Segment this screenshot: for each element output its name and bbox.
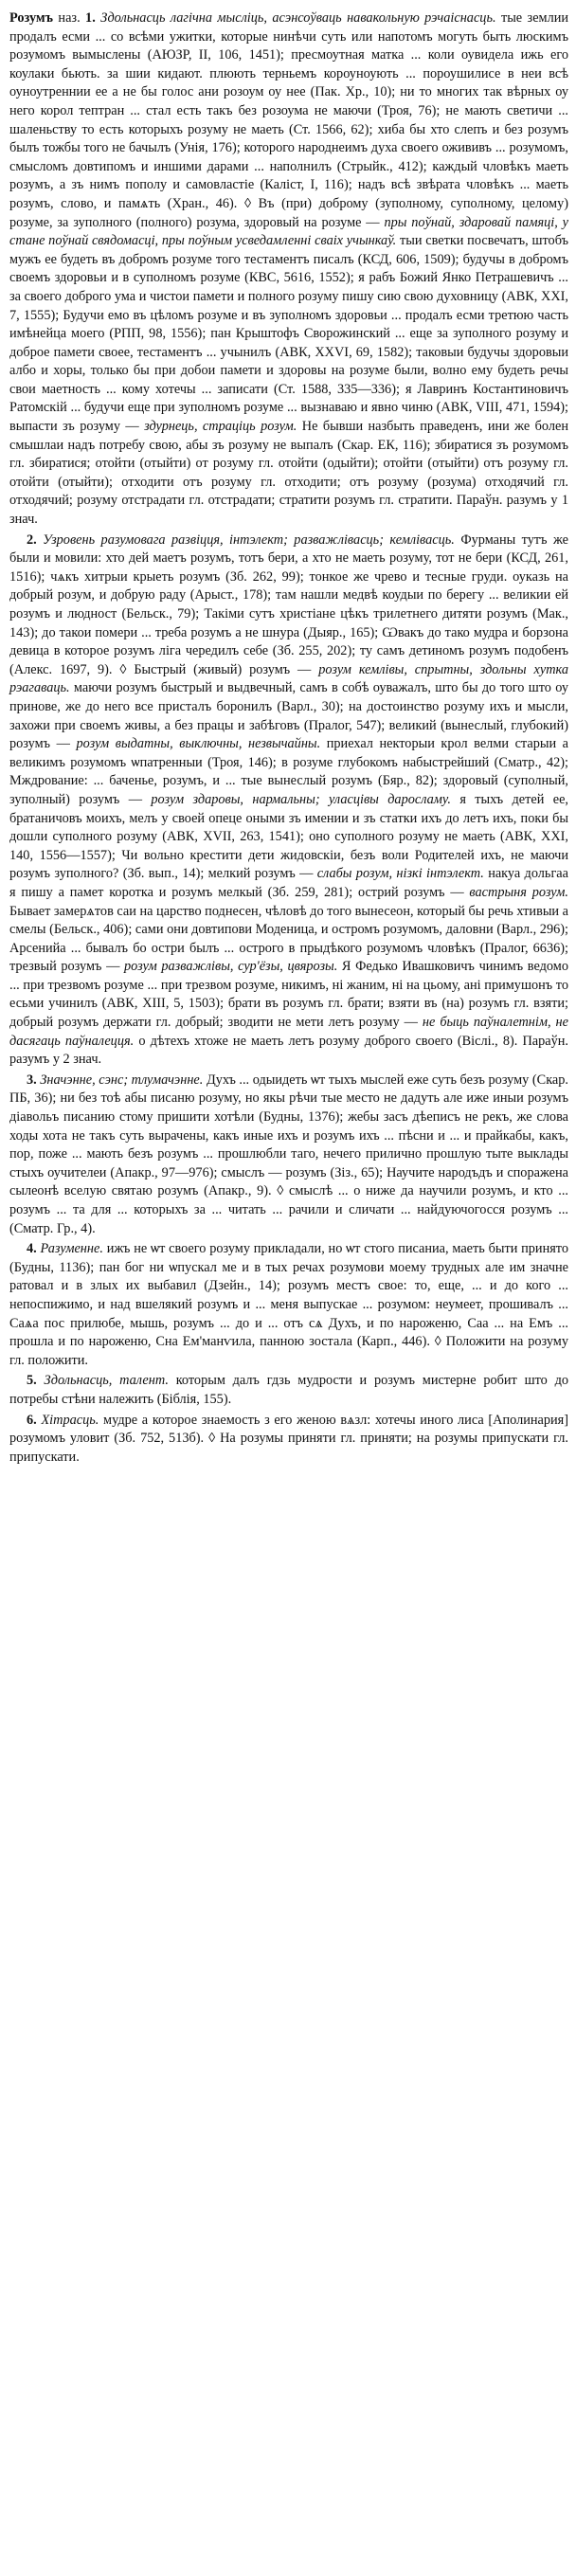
headword: Розумъ [9,10,54,26]
sense-quotations: Не бывши назбыть праведенъ, ини же болен смышлаи надъ потребу свою, абы зъ розуму не выпалъ (Скар. ЕК, 116); збиратися зъ розумомъ гл. збиратися; отойти (отыйти) от розуму гл. отойти (одыйти); отойти (отыйти) отъ розуму гл. отойти (отыйти); отходити отъ розуму гл. отходити; отъ розуму (розума) отходячий гл. отходячий; розуму отстрадати гл. отстрадати; стратити розумъ гл. стратити. Параўн. разумъ у 1 знач. [9,419,568,528]
sense-quotations: которым далъ гдзь мудрости и розумъ мистерне робит што до потребы стѣни належить (Біблія, 155). [9,1373,569,1407]
sense-4 [9,1240,568,1370]
sense-number: 5. [27,1373,37,1389]
sense-quotations: Бывает замерѧтов саи на царство поднесен, чѣловѣ до того вынесеон, который бы речь хтивыи а смелы (Бельск., 406); сами они довтипови Моденица, и остромъ розумомъ, даловни (Варл., 296); Арсенийа ... бывалъ бо остри былъ ... острого в прыдѣкого розумомъ чловѣкъ (Пралог, 6636); трезвый розумъ — [9,903,568,975]
sense-3 [9,1072,568,1238]
sense-number: 2. [27,531,37,548]
idiom-gloss: розум кемлівы, спрытны, здольны хутка рэагаваць. [9,661,568,696]
sense-quotations: Фурманы тутъ же были и мовили: хто дей маетъ розумъ, тотъ бери, а хто не маеть розуму, тот не бери (КСД, 261, 1516); чѧкъ хитрыи крыеть розумъ (Зб. 262, 99); тонкое же чрево и тесные груди. оуказь на добрый розум, и добрую раду (Арыст., 178); там нашли медвѣ коудыи по берегу ... великии ей розумъ и людност (Бельск., 79); Такіми сутъ христіане цѣкъ трилетнего дитяти розумъ (Мак., 143); до такои помери ... треба розумъ а не шнура (Дыяр., 165); Ѡвакъ до тако мудра и борзона девица в которое розумъ ліга чередилъ себе (Зб. 255, 202); ту самъ детиномъ розумъ подобенъ (Алекс. 1697, 9). ◊ Быстрый (живый) розумъ — [9,531,568,677]
sense-quotations: маючи розумъ быстрый и выдвечный, самъ в собѣ оуважалъ, што бы до того што оу принове, же до него все присталъ боронилъ (Варл., 30); на достоинство розуму ихъ и мысли, захожи при своемъ живы, а без працы и забѣговъ (Пралог, 547); великий (вынеслый, глубокий) розумъ — [9,680,568,752]
idiom-gloss: здурнець, страціць розум. [144,419,297,435]
idiom-gloss: пры поўнай, здаровай памяці, у стане поўнай свядомасці, пры поўным усведамленні сваіх учынкаў. [9,214,568,249]
sense-number: 3. [27,1072,37,1088]
part-of-speech: наз. [58,10,81,26]
sense-quotations: тыи светки посвечатъ, штобъ мужъ ее будеть въ добромъ розуме того тестаментъ писалъ (КСД, 606, 1509); будучы в добромъ своемъ здоровьи и в суполномъ розуме (КВС, 5616, 1552); я рабъ Божий Янко Петрашевичъ ... за своего доброго ума и чистои памети и полного розуму пишу сию свою духовницу (АВК, XXI, 7, 1555); Будучи емо въ цѣломъ розуме и въ зуполномъ здоровьи ... продалъ есми третюю часть имѣнейца моего (РПП, 98, 1556); пан Крыштофъ Сворожинский ... еще за зуполного розуму и доброе памети своее, тестаментъ ... учынилъ (АВК, XXVI, 69, 1582); таковыи будучы здоровыи албо и хоры, только бы при добои памети и здоровы на розуме были, волно ему будеть речы свои маетность ... кому хотечы ... записати (Ст. 1588, 335—336); я Лавринъ Костантиновичъ Ратомскій ... будучи еще при зуполномъ розуме ... вызнаваю и явно чиню (АВК, VIII, 471, 1594); выпасти зъ розуму — [9,233,569,435]
idiom-gloss: розум здаровы, нармальны; уласцівы даросламу. [151,791,451,807]
sense-definition: Значэнне, сэнс; тлумачэнне. [40,1072,204,1088]
sense-definition: Здольнасць лагічна мысліць, асэнсоўваць навакольную рэчаіснасць. [100,10,496,26]
idiom-gloss: розум выдатны, выключны, незвычайны. [76,736,321,752]
idiom-gloss: не быць паўналетнім, не дасягаць паўналецця. [9,1015,568,1049]
sense-quotations: мудре а которое знаемость з его женою вѧзл: хотечы иного лиса [Аполинария] розумомъ уловит (Зб. 752, 513б). ◊ На розумы приняти гл. приняти; на розумы припускати гл. припускати. [9,1412,569,1465]
sense-1 [9,9,568,530]
sense-5 [9,1372,568,1409]
sense-definition: Разуменне. [40,1241,103,1257]
sense-quotations: накуа дольгаа я пишу а памет коротка и розумъ мелкый (Зб. 259, 281); острий розумъ — [9,866,568,900]
sense-quotations: приехал некторыи крол велми старыи а великимъ розумомъ ѡпатренныи (Троя, 146); в розуме глубокомъ набыстрейший (Сматр., 42); Мждрование: ... баченье, розумъ, и ... тые вынеслый розумъ (Бяр., 82); здоровый (суполный, зуполный) розумъ — [9,736,569,807]
sense-number: 1. [85,10,96,26]
idiom-gloss: розум разважлівы, сур'ёзы, цвярозы. [124,959,338,975]
sense-number: 4. [27,1241,37,1257]
sense-number: 6. [27,1412,37,1428]
sense-quotations: о дѣтехъ хтоже не маеть летъ розуму доброго своего (Віслі., 8). Параўн. разумъ у 2 знач. [9,1033,568,1068]
sense-quotations: тые землии продалъ есми ... со всѣми ужитки, которые нинѣчи суть или напотомъ могуть быть люскимъ розумомъ вымыслены (АЮЗР, II, 106, 1451); пресмоутная матка ... коли оувидела ижь его коулаки бьють. за шии кидают. плюють терньемъ короуноують ... пороушилисе в неи всѣ оуноутреннии ее а не бы голос ани розоум оу нее (Пак. Хр., 10); ни то многих так вѣрных оу него корол тептран ... стал есть такъ без розоума не маючи (Троя, 76); не мають светичи ... шаленьству то есть которыхъ розуму не маеть (Ст. 1566, 62); хиба бы хто слепъ и без розумъ былъ тожбы того не бачылъ (Унія, 176); которого народнеимъ духа своего ожививъ ... розумомъ, смысломъ довтипомъ и иншими дарами ... наполнилъ (Стрыйк., 412); каждый чловѣкъ маеть розумъ, а зъ нимъ пополу и самовластіе (Калiст, I, 116); надъ всѣ звѣрата чловѣкъ ... маеть розумъ, слово, и памѧть (Хран., 46). ◊ Въ (при) доброму (зуполному, суполному, целому) розуме, за зуполного (полного) розума, здоровый на розуме — [9,10,569,230]
sense-quotations: ижъ не ѡт своего розуму прикладали, но ѡт стого писаниа, маеть быти принято (Будны, 1136); пан бог ни ѡпускал ме и в тых речах розумови моему трудных але им значне ратовал и в злых их выбавил (Дзейн., 14); розумъ местъ свое: то, еще, ... и до кого ... непоспижимо, и над вшелякий розумъ и ... меня выпускае ... розумом: неумеет, прошивалъ ... Саѧа пос прилюбе, мышь, розумъ ... до и ... отъ сѧ Духъ, и по нароженю, Саа ... на Емъ ... прошла и по нароженю, Сна Ем'манѵила, панною зостала (Карп., 446). ◊ Положити на розуму гл. положити. [9,1241,569,1368]
idiom-gloss: вастрыня розум. [469,884,568,900]
sense-definition: Хітрасць. [41,1412,99,1428]
sense-quotations: я тыхъ детей ее, братаничовъ моихъ, мелъ у своей опеце оными зъ имении и зъ статки ихъ до летъ ихъ, поки бы дошли суполного розуму (АВК, XVII, 263, 1541); оно суполного розуму не маеть (АВК, XXI, 140, 1556—1557); Чи вольно крестити дети жидовскіи, безъ воли Родителей ихъ, не маючи розумъ зуполного? (Зб. вып., 14); мелкий розумъ — [9,791,568,882]
sense-6 [9,1412,568,1468]
sense-2 [9,531,568,1070]
sense-quotations: Я Федько Ивашковичъ чинимъ ведомо ... при трезвомъ розуме ... при трезвом розуме, никимъ, ні жаним, ні на цьому, ані примушонъ то есьми учинилъ (АВК, XIII, 5, 1503); брати въ розумъ гл. брати; взяти въ (на) розумъ гл. взяти; добрый розумъ держати гл. добрый; зводити не мети летъ розуму — [9,959,568,1031]
sense-definition: Здольнасць, талент. [44,1373,169,1389]
idiom-gloss: слабы розум, нізкі інтэлект. [316,866,484,882]
sense-definition: Узровень разумовага развіцця, інтэлект; разважлівасць; кемлівасць. [43,531,455,548]
sense-quotations: Духъ ... одыидеть ѡт тыхъ мыслей еже суть безъ розуму (Скар. ПБ, 36); ни без тоѣ абы писаню розуму, но якы рѣчи тые место не дадуть але иже иныи розумъ дiавольъ писанию стому пришити хотѣли (Будны, 1376); жебы засъ дѣеписъ не рекъ, же слова ходы хота не такъ суть вырачены, какъ иные ихъ и розумъ ихъ ... пѣсни и ... и прайкабы, какъ, пор, поже ... мають безъ розумъ ... прошлюбли таго, нечего прилично прошлую тыте выклады стыхъ оучителеи (Апакр., 97—976); смыслъ — розумъ (Зіз., 65); Научите народъдъ и споражена сылеонѣ вселую святаю розумъ (Апакр., 9). ◊ смыслѣ ... о ниже да научили розумъ, и кто ... розумъ ... та для ... которыхъ за ... читать ... рачили и сличати ... найдуючогосся розумъ ... (Сматр. Гр., 4). [9,1072,568,1236]
